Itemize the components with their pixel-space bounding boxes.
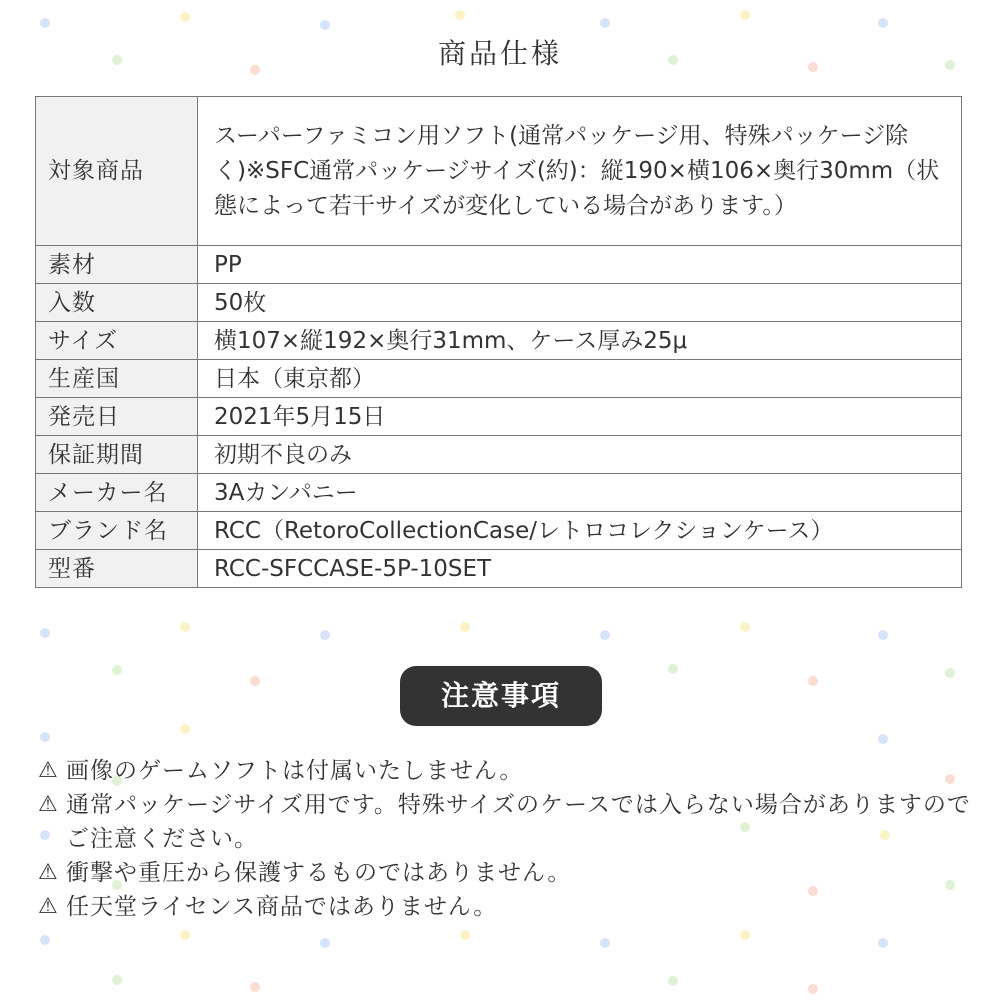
spec-row	[36, 512, 962, 550]
warning-icon: ⚠	[38, 758, 59, 783]
spec-value: RCC-SFCCASE-5P-10SET	[198, 550, 962, 588]
spec-label: ブランド名	[36, 512, 198, 550]
spec-label: メーカー名	[36, 474, 198, 512]
spec-table	[35, 96, 962, 588]
notice-text: 任天堂ライセンス商品ではありません。	[66, 894, 498, 920]
spec-value: PP	[198, 246, 962, 284]
notice-item	[38, 890, 978, 924]
spec-value: 50枚	[198, 284, 962, 322]
spec-row	[36, 97, 962, 246]
spec-row	[36, 284, 962, 322]
spec-row	[36, 360, 962, 398]
spec-label: 入数	[36, 284, 198, 322]
spec-value: 初期不良のみ	[198, 436, 962, 474]
spec-row	[36, 436, 962, 474]
notice-item	[38, 856, 978, 890]
spec-label: サイズ	[36, 322, 198, 360]
spec-value: スーパーファミコン用ソフト(通常パッケージ用、特殊パッケージ除く)※SFC通常パッケージサイズ(約)：縦190×横106×奥行30mm（状態によって若干サイズが変化している場合があります。）	[198, 97, 962, 246]
spec-row	[36, 474, 962, 512]
page-title: 商品仕様	[437, 37, 562, 70]
notice-badge: 注意事項	[400, 666, 602, 726]
spec-label: 素材	[36, 246, 198, 284]
notice-item	[38, 788, 978, 856]
spec-value: 日本（東京都）	[198, 360, 962, 398]
warning-icon: ⚠	[38, 860, 59, 885]
spec-label: 対象商品	[36, 97, 198, 246]
spec-row	[36, 550, 962, 588]
notice-list	[38, 754, 978, 924]
notice-text: 画像のゲームソフトは付属いたしません。	[66, 758, 524, 784]
spec-label: 発売日	[36, 398, 198, 436]
warning-icon: ⚠	[38, 792, 59, 817]
notice-text: 衝撃や重圧から保護するものではありません。	[66, 860, 572, 886]
notice-item	[38, 754, 978, 788]
spec-row	[36, 246, 962, 284]
spec-value: 3Aカンパニー	[198, 474, 962, 512]
spec-value: RCC（RetoroCollectionCase/レトロコレクションケース）	[198, 512, 962, 550]
notice-text: 通常パッケージサイズ用です。特殊サイズのケースでは入らない場合がありますのでご注意ください。	[66, 792, 971, 852]
spec-value: 横107×縦192×奥行31mm、ケース厚み25μ	[198, 322, 962, 360]
spec-label: 保証期間	[36, 436, 198, 474]
spec-value: 2021年5月15日	[198, 398, 962, 436]
spec-label: 型番	[36, 550, 198, 588]
spec-label: 生産国	[36, 360, 198, 398]
warning-icon: ⚠	[38, 894, 59, 919]
spec-row	[36, 398, 962, 436]
spec-row	[36, 322, 962, 360]
